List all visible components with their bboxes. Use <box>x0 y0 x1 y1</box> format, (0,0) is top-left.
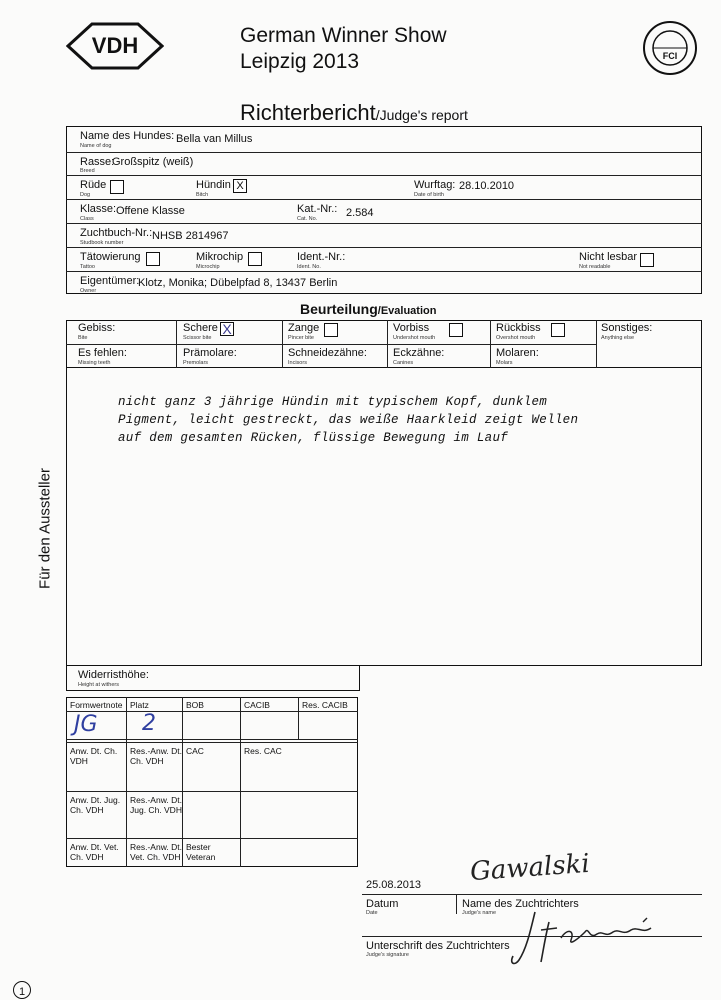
bite-sub: Bite <box>78 335 88 341</box>
date-sub: Date <box>366 910 378 916</box>
res-vet-line1: Res.-Anw. Dt. <box>130 842 182 852</box>
jug-line1: Anw. Dt. Jug. <box>70 795 121 805</box>
fci-logo <box>642 20 698 76</box>
missing-teeth-label: Es fehlen: <box>78 347 127 359</box>
grade-header: Formwertnote <box>70 700 123 710</box>
res-vet-line2: Vet. Ch. VDH <box>130 852 181 862</box>
judge-name-label: Name des Zuchtrichters <box>462 898 579 910</box>
male-label: Rüde <box>80 179 107 191</box>
class-sub: Class <box>80 216 94 222</box>
side-label: Für den Aussteller <box>36 468 54 589</box>
pincer-sub: Pincer bite <box>288 335 314 341</box>
ident-no-label: Ident.-Nr.: <box>297 251 346 263</box>
studbook-sub: Studbook number <box>80 240 124 246</box>
res-anw-line2: Ch. VDH <box>130 756 164 766</box>
tattoo-checkbox[interactable] <box>146 252 160 266</box>
bob-header: BOB <box>186 700 204 710</box>
overshot-label: Rückbiss <box>496 322 541 334</box>
female-sub: Bitch <box>196 192 209 198</box>
cat-no-value: 2.584 <box>346 207 374 219</box>
other-label: Sonstiges: <box>601 322 653 334</box>
res-cacib-header: Res. CACIB <box>302 700 348 710</box>
cat-no-sub: Cat. No. <box>297 216 318 222</box>
undershot-label: Vorbiss <box>393 322 430 334</box>
canine-label: Eckzähne: <box>393 347 445 359</box>
unreadable-sub: Not readable <box>579 264 611 270</box>
scissor-checkbox[interactable] <box>220 322 234 336</box>
show-title-line1: German Winner Show <box>240 24 447 47</box>
dog-name-label: Name des Hundes: <box>80 130 175 142</box>
dog-name-sub: Name of dog <box>80 143 112 149</box>
missing-teeth-sub: Missing teeth <box>78 360 111 366</box>
evaluation-text-line2: Pigment, leicht gestreckt, das weiße Haarkleid zeigt Wellen <box>118 413 579 427</box>
height-sub: Height at withers <box>78 682 119 688</box>
scissor-label: Schere <box>183 322 218 334</box>
evaluation-text-line3: auf dem gesamten Rücken, flüssige Bewegung im Lauf <box>118 431 509 445</box>
ident-no-sub: Ident. No. <box>297 264 321 270</box>
height-label: Widerristhöhe: <box>78 669 149 681</box>
judge-name-handwritten: Gawalski <box>469 848 591 888</box>
date-value: 25.08.2013 <box>366 879 422 891</box>
female-label: Hündin <box>196 179 231 191</box>
owner-label: Eigentümer: <box>80 275 140 287</box>
unreadable-label: Nicht lesbar <box>579 251 638 263</box>
female-checkbox[interactable] <box>233 179 247 193</box>
fci-logo-text: FCI <box>662 51 678 61</box>
place-header: Platz <box>130 700 149 710</box>
cac-label: CAC <box>186 746 204 756</box>
microchip-sub: Microchip <box>196 264 220 270</box>
male-checkbox[interactable] <box>110 180 124 194</box>
pincer-checkbox[interactable] <box>324 323 338 337</box>
anw-ch-line2: VDH <box>70 756 88 766</box>
incisor-sub: Incisors <box>288 360 307 366</box>
evaluation-title-de: Beurteilung <box>300 301 378 317</box>
studbook-value: NHSB 2814967 <box>152 230 229 242</box>
overshot-sub: Overshot mouth <box>496 335 536 341</box>
male-sub: Dog <box>80 192 91 198</box>
show-title-line2: Leipzig 2013 <box>240 50 360 73</box>
vet-line1: Anw. Dt. Vet. <box>70 842 119 852</box>
litter-date-sub: Date of birth <box>414 192 444 198</box>
undershot-checkbox[interactable] <box>449 323 463 337</box>
report-title-de: Richterbericht <box>240 100 376 125</box>
res-cac-label: Res. CAC <box>244 746 282 756</box>
vdh-logo-text: VDH <box>91 33 139 58</box>
undershot-sub: Undershot mouth <box>393 335 436 341</box>
best-vet-line1: Bester <box>186 842 211 852</box>
tattoo-sub: Tattoo <box>80 264 95 270</box>
studbook-label: Zuchtbuch-Nr.: <box>80 227 153 239</box>
evaluation-text-line1: nicht ganz 3 jährige Hündin mit typischem Kopf, dunklem <box>118 395 548 409</box>
premolar-sub: Premolars <box>183 360 209 366</box>
female-checkbox-mark: X <box>236 180 244 192</box>
premolar-label: Prämolare: <box>183 347 237 359</box>
scissor-sub: Scissor bite <box>183 335 212 341</box>
signature-sub: Judge's signature <box>366 952 409 958</box>
best-vet-line2: Veteran <box>186 852 216 862</box>
report-title-en: /Judge's report <box>375 107 468 123</box>
breed-value: Großspitz (weiß) <box>112 156 194 168</box>
cat-no-label: Kat.-Nr.: <box>297 203 338 215</box>
evaluation-title <box>300 301 436 319</box>
microchip-label: Mikrochip <box>196 251 244 263</box>
vdh-logo <box>66 22 164 70</box>
vet-line2: Ch. VDH <box>70 852 104 862</box>
page-number-text: 1 <box>18 986 26 998</box>
overshot-checkbox[interactable] <box>551 323 565 337</box>
res-anw-line1: Res.-Anw. Dt. <box>130 746 182 756</box>
litter-date-value: 28.10.2010 <box>459 180 515 192</box>
breed-label: Rasse: <box>80 156 115 168</box>
evaluation-title-en: /Evaluation <box>377 305 437 317</box>
breed-sub: Breed <box>80 168 95 174</box>
bite-label: Gebiss: <box>78 322 116 334</box>
date-label: Datum <box>366 898 399 910</box>
cacib-header: CACIB <box>244 700 270 710</box>
scissor-checkbox-mark: X <box>222 321 232 337</box>
class-value: Offene Klasse <box>116 205 185 217</box>
microchip-checkbox[interactable] <box>248 252 262 266</box>
dog-name-value: Bella van Millus <box>176 133 253 145</box>
molar-sub: Molars <box>496 360 513 366</box>
canine-sub: Canines <box>393 360 414 366</box>
litter-date-label: Wurftag: <box>414 179 456 191</box>
jug-line2: Ch. VDH <box>70 805 104 815</box>
judge-signature <box>505 908 665 968</box>
page-number <box>13 981 31 999</box>
owner-value: Klotz, Monika; Dübelpfad 8, 13437 Berlin <box>138 277 338 289</box>
judge-name-sub: Judge's name <box>462 910 497 916</box>
signature-label: Unterschrift des Zuchtrichters <box>366 940 510 952</box>
molar-label: Molaren: <box>496 347 539 359</box>
unreadable-checkbox[interactable] <box>640 253 654 267</box>
place-value: 2 <box>142 711 156 736</box>
tattoo-label: Tätowierung <box>80 251 141 263</box>
class-label: Klasse: <box>80 203 117 215</box>
res-jug-line2: Jug. Ch. VDH <box>130 805 182 815</box>
pincer-label: Zange <box>288 322 320 334</box>
grade-value: JG <box>74 712 98 737</box>
incisor-label: Schneidezähne: <box>288 347 367 359</box>
other-sub: Anything else <box>601 335 635 341</box>
res-jug-line1: Res.-Anw. Dt. <box>130 795 182 805</box>
report-title <box>240 100 468 126</box>
anw-ch-line1: Anw. Dt. Ch. <box>70 746 118 756</box>
owner-sub: Owner <box>80 288 97 294</box>
